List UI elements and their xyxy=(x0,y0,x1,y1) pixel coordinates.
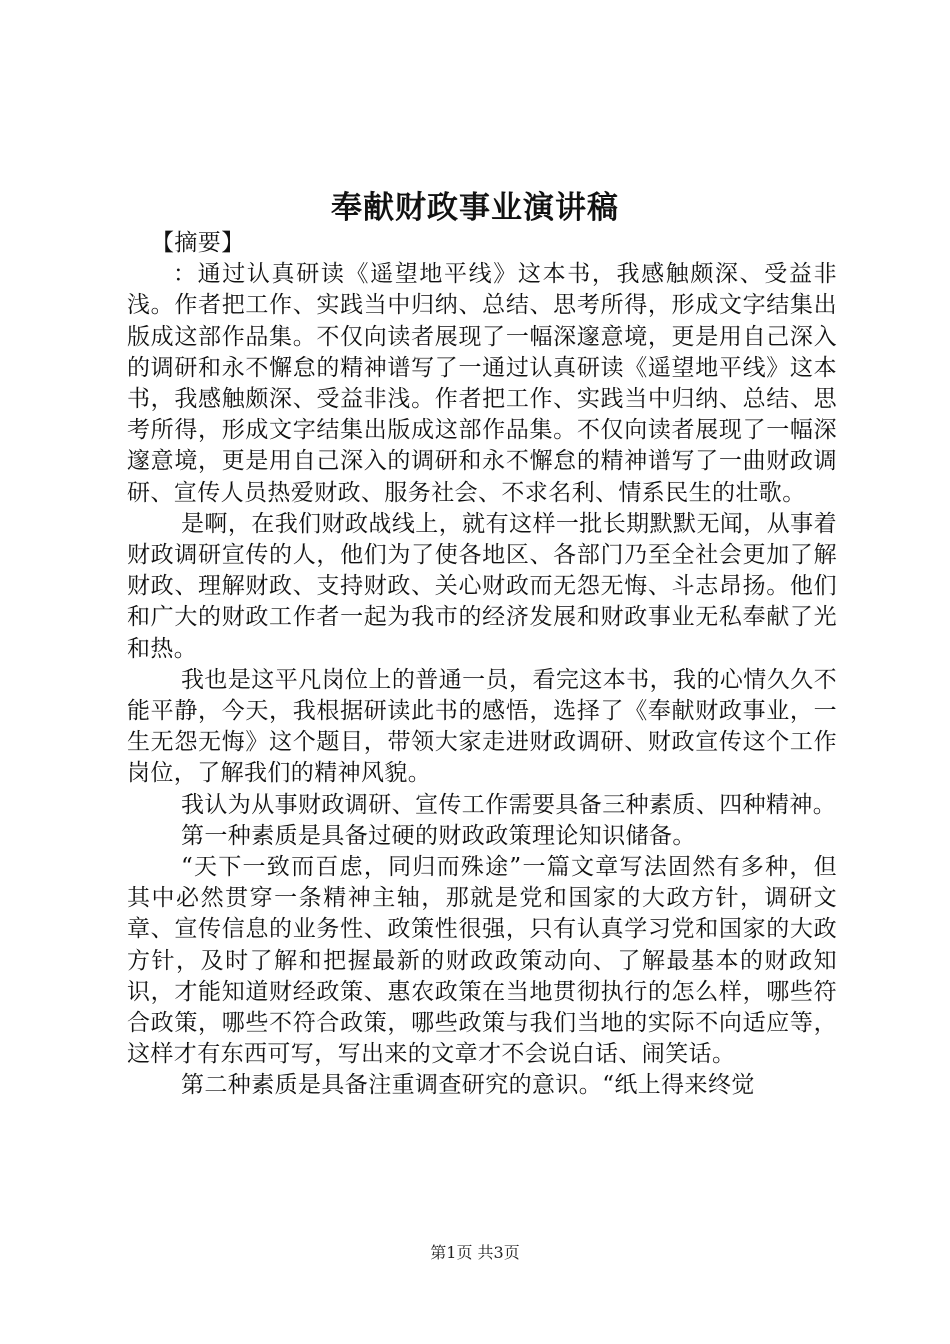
document-body xyxy=(127,228,837,1102)
paragraph-1: ：通过认真研读《遥望地平线》这本书，我感触颇深、受益非浅。作者把工作、实践当中归纳、总结、思考所得，形成文字结集出版成这部作品集。不仅向读者展现了一幅深邃意境，更是用自己深入的调研和永不懈怠的精神谱写了一通过认真研读《遥望地平线》这本书，我感触颇深、受益非浅。作者把工作、实践当中归纳、总结、思考所得，形成文字结集出版成这部作品集。不仅向读者展现了一幅深邃意境，更是用自己深入的调研和永不懈怠的精神谱写了一曲财政调研、宣传人员热爱财政、服务社会、不求名利、情系民生的壮歌。 xyxy=(127,261,837,506)
abstract-heading: 【摘要】 xyxy=(151,230,245,256)
page-footer: 第1页 共3页 xyxy=(430,1243,520,1262)
paragraph-6: “天下一致而百虑，同归而殊途”一篇文章写法固然有多种，但其中必然贯穿一条精神主轴，那就是党和国家的大政方针，调研文章、宣传信息的业务性、政策性很强，只有认真学习党和国家的大政方针，及时了解和把握最新的财政政策动向、了解最基本的财政知识，才能知道财经政策、惠农政策在当地贯彻执行的怎么样，哪些符合政策，哪些不符合政策，哪些政策与我们当地的实际不向适应等，这样才有东西可写，写出来的文章才不会说白话、闹笑话。 xyxy=(127,854,837,1068)
paragraph-5: 第一种素质是具备过硬的财政政策理论知识储备。 xyxy=(181,822,696,849)
document-title: 奉献财政事业演讲稿 xyxy=(331,190,619,226)
paragraph-2: 是啊，在我们财政战线上，就有这样一批长期默默无闻，从事着财政调研宣传的人，他们为了使各地区、各部门乃至全社会更加了解财政、理解财政、支持财政、关心财政而无怨无悔、斗志昂扬。他们和广大的财政工作者一起为我市的经济发展和财政事业无私奉献了光和热。 xyxy=(127,510,837,662)
paragraph-3: 我也是这平凡岗位上的普通一员，看完这本书，我的心情久久不能平静，今天，我根据研读此书的感悟，选择了《奉献财政事业，一生无怨无悔》这个题目，带领大家走进财政调研、财政宣传这个工作岗位，了解我们的精神风貌。 xyxy=(127,666,837,787)
paragraph-4: 我认为从事财政调研、宣传工作需要具备三种素质、四种精神。 xyxy=(181,791,837,818)
paragraph-7: 第二种素质是具备注重调查研究的意识。“纸上得来终觉 xyxy=(181,1072,755,1099)
